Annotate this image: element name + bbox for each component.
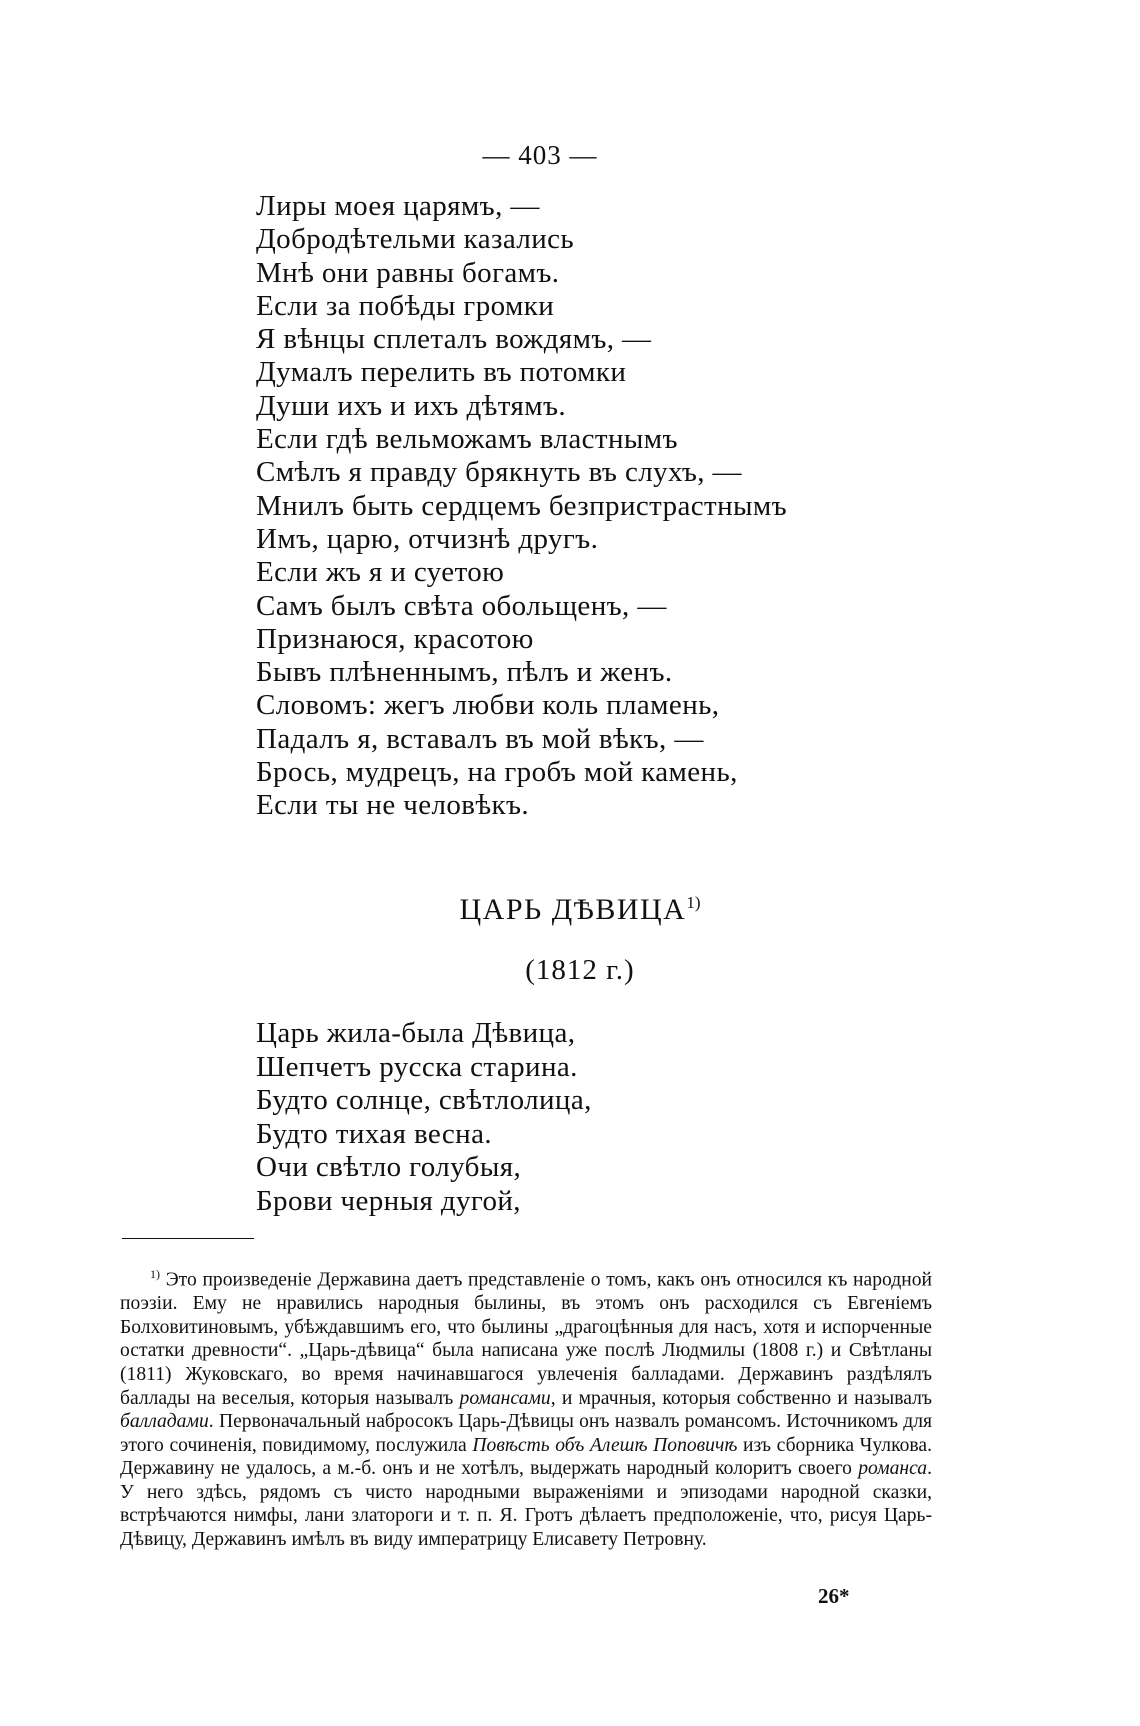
verse-line: Если за побѣды громки — [256, 289, 555, 322]
footnote-text: Это произведеніе Державина даетъ представленіе о томъ, какъ онъ относился къ народной поэзіи. Ему не нравились народныя былины, въ этомъ онъ расходился съ Евгеніемъ Болховитиновымъ, убѣждавшимъ его, что былины „драгоцѣнныя для насъ, хотя и испорченные остатки древности“. „Царь-дѣвица“ была написана уже послѣ Людмилы (1808 г.) и Свѣтланы (1811) Жуковскаго, во время начинавшагося увлеченія балладами. Державинъ раздѣлялъ баллады на веселыя, которыя называлъ — [120, 1269, 932, 1409]
verse-line: Очи свѣтло голубыя, — [256, 1151, 522, 1183]
verse-line: Если жъ я и суетою — [256, 556, 505, 589]
verse-line: Бывъ плѣненнымъ, пѣлъ и женъ. — [256, 656, 673, 689]
verse-line: Будто солнце, свѣтлолица, — [256, 1084, 592, 1116]
verse-line: Добродѣтельми казались — [256, 223, 575, 256]
footnote-reference: 1) — [686, 893, 701, 912]
verse-line: Шепчетъ русска старина. — [256, 1050, 578, 1083]
verse-line: Думалъ перелить въ потомки — [256, 356, 627, 389]
footnote-emphasis: романса — [858, 1458, 928, 1480]
verse-line: Брови черныя дугой, — [256, 1184, 521, 1217]
verse-line: Словомъ: жегъ любви коль пламень, — [256, 689, 720, 722]
signature-mark: 26* — [818, 1584, 850, 1608]
verse-line: Признаюся, красотою — [256, 622, 534, 655]
page-number: — 403 — — [482, 140, 598, 170]
footnote-separator — [122, 1238, 254, 1239]
verse-line: Лиры моея царямъ, — — [256, 190, 540, 222]
footnote-text: изъ сборника Чулкова. Державину не удалось, а м.-б. онъ и не хотѣлъ, выдержать народный колоритъ своего — [120, 1434, 932, 1480]
verse-line: Имъ, царю, отчизнѣ другъ. — [256, 522, 599, 555]
verse-line: Души ихъ и ихъ дѣтямъ. — [256, 389, 567, 422]
poem-title-text: ЦАРЬ ДѢВИЦА — [459, 893, 687, 926]
footnote-mark: 1) — [150, 1267, 160, 1281]
verse-line: Если гдѣ вельможамъ властнымъ — [256, 423, 678, 456]
verse-line: Я вѣнцы сплеталъ вождямъ, — — [256, 323, 652, 356]
footnote-text: . Первоначальный набросокъ Царь-Дѣвицы онъ назвалъ романсомъ. Источникомъ для этого сочиненія, повидимому, послужила — [120, 1411, 932, 1456]
verse-line: Самъ былъ свѣта обольщенъ, — — [256, 589, 667, 622]
verse-line: Падалъ я, вставалъ въ мой вѣкъ, — — [256, 722, 704, 755]
footnote-emphasis: Повѣсть объ Алешѣ Поповичѣ — [472, 1434, 738, 1456]
verse-line: Если ты не человѣкъ. — [256, 789, 530, 822]
footnote — [120, 1263, 932, 1552]
poem-stanza — [256, 190, 787, 823]
verse-line: Брось, мудрецъ, на гробъ мой камень, — [256, 756, 738, 789]
footnote-emphasis: балладами — [120, 1411, 209, 1433]
verse-line: Мнѣ они равны богамъ. — [256, 256, 560, 289]
footnote-text: . У него здѣсь, рядомъ съ чисто народными выраженіями и эпизодами народной сказки, встрѣчаются нимфы, лани златороги и т. п. Я. Гротъ дѣлаетъ предположеніе, что, рисуя Царь-Дѣвицу, Державинъ имѣлъ въ виду императрицу Елисавету Петровну. — [120, 1458, 932, 1551]
verse-line: Царь жила-была Дѣвица, — [256, 1017, 576, 1049]
poem-date: (1812 г.) — [525, 954, 635, 986]
poem-title — [0, 893, 1140, 927]
footnote-text: , и мрачныя, которыя собственно и называлъ — [550, 1387, 932, 1409]
footnote-emphasis: романсами — [459, 1387, 551, 1409]
verse-line: Смѣлъ я правду брякнуть въ слухъ, — — [256, 456, 742, 489]
verse-line: Будто тихая весна. — [256, 1117, 492, 1150]
verse-line: Мнилъ быть сердцемъ безпристрастнымъ — [256, 489, 788, 522]
poem-opening-stanza — [256, 1017, 592, 1218]
